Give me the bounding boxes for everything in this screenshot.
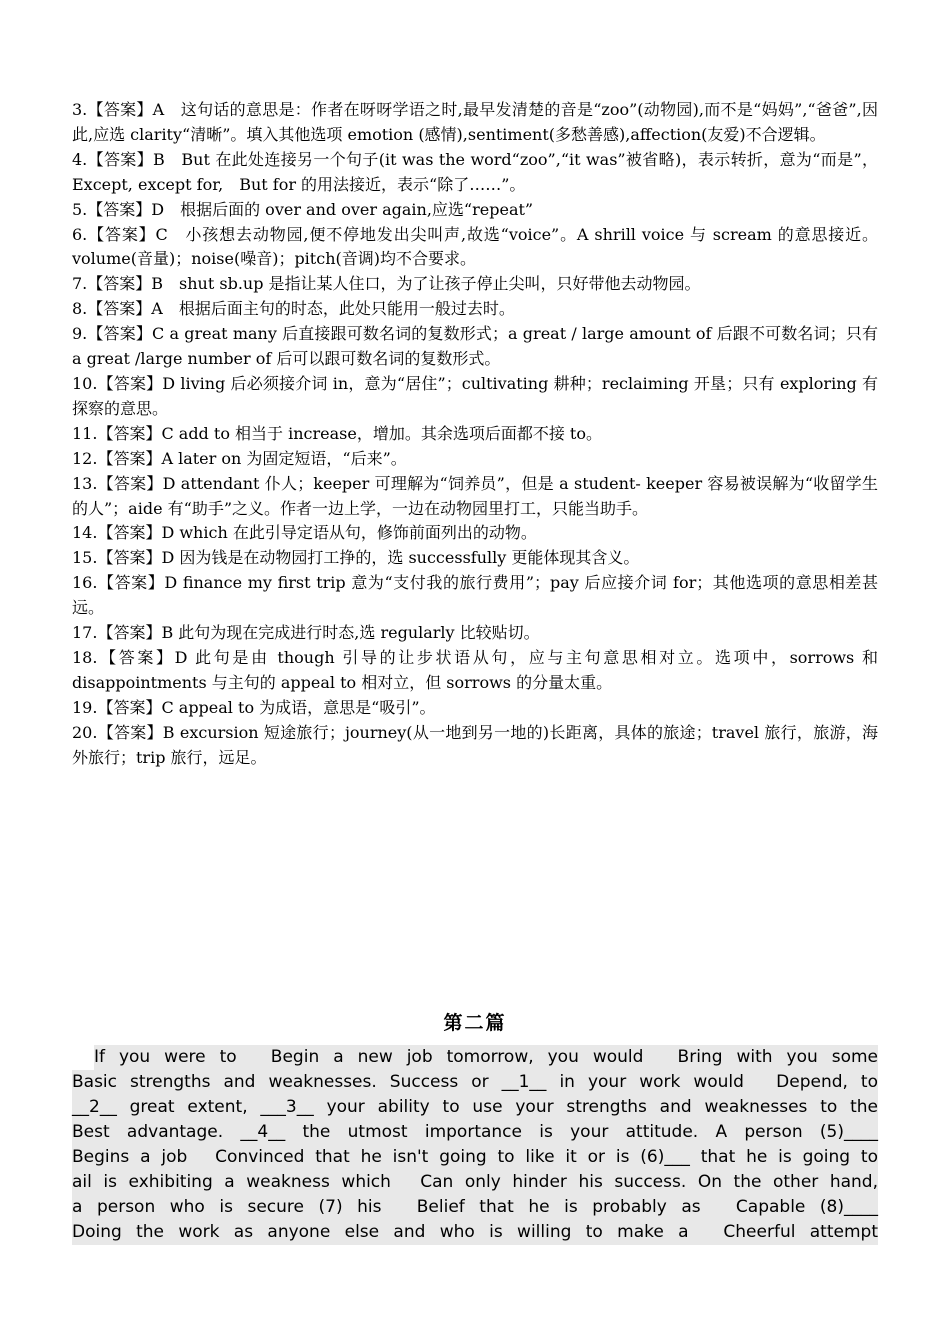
answer-item: 12.【答案】A later on 为固定短语，“后来”。 <box>72 448 407 468</box>
passage-line: Begins a job Convinced that he isn't going to like it or is (6)___ that he is going to <box>72 1145 878 1170</box>
section-title: 第二篇 <box>443 1012 507 1034</box>
answer-item: 15.【答案】D 因为钱是在动物园打工挣的，选 successfully 更能体现其含义。 <box>72 548 640 568</box>
passage-line: ail is exhibiting a weakness which Can only hinder his success. On the other hand, <box>72 1170 878 1195</box>
answer-item: 16.【答案】D finance my first trip 意为“支付我的旅行费用”；pay 后应接介词 for；其他选项的意思相差甚远。 <box>72 573 878 618</box>
answer-item: 20.【答案】B excursion 短途旅行；journey(从一地到另一地的)长距离，具体的旅途；travel 旅行，旅游，海外旅行；trip 旅行，远足。 <box>72 722 878 767</box>
answer-list <box>72 98 878 770</box>
answer-item: 4.【答案】B But 在此处连接另一个句子(it was the word“zoo”,“it was”被省略)，表示转折，意为“而是”，Except, except for, But for 的用法接近，表示“除了……”。 <box>72 149 878 194</box>
passage-line: Doing the work as anyone else and who is willing to make a Cheerful attempt <box>72 1220 878 1245</box>
passage-line: Best advantage. __4__ the utmost importance is your attitude. A person (5)____ <box>72 1120 878 1145</box>
passage-line: __2__ great extent, ___3__ your ability to use your strengths and weaknesses to the <box>72 1095 878 1120</box>
answer-item: 18.【答案】D 此句是由 though 引导的让步状语从句，应与主句意思相对立。选项中，sorrows 和 disappointments 与主句的 appeal to 相对立，但 sorrows 的分量太重。 <box>72 647 878 692</box>
answer-explanations <box>72 98 878 770</box>
answer-item: 6.【答案】C 小孩想去动物园,便不停地发出尖叫声,故选“voice”。A shrill voice 与 scream 的意思接近。volume(音量)；noise(噪音)；pitch(音调)均不合要求。 <box>72 224 878 269</box>
answer-item: 3.【答案】A 这句话的意思是：作者在呀呀学语之时,最早发清楚的音是“zoo”(动物园),而不是“妈妈”,“爸爸”,因此,应选 clarity“清晰”。填入其他选项 emotion (感情),sentiment(多愁善感),affection(友爱)不合逻辑。 <box>72 100 878 144</box>
answer-item: 14.【答案】D which 在此引导定语从句，修饰前面列出的动物。 <box>72 523 537 543</box>
answer-item: 19.【答案】C appeal to 为成语，意思是“吸引”。 <box>72 697 436 717</box>
answer-item: 10.【答案】D living 后必须接介词 in，意为“居住”；cultivating 耕种；reclaiming 开垦；只有 exploring 有探察的意思。 <box>72 373 878 418</box>
passage-line: a person who is secure (7) his Belief that he is probably as Capable (8)____ <box>72 1195 878 1220</box>
answer-item: 13.【答案】D attendant 仆人；keeper 可理解为“饲养员”，但是 a student- keeper 容易被误解为“收留学生的人”；aide 有“助手”之义。作者一边上学，一边在动物园里打工，只能当助手。 <box>72 473 878 518</box>
answer-item: 17.【答案】B 此句为现在完成进行时态,选 regularly 比较贴切。 <box>72 623 540 643</box>
answer-item: 7.【答案】B shut sb.up 是指让某人住口，为了让孩子停止尖叫，只好带他去动物园。 <box>72 274 701 294</box>
passage-line: If you were to Begin a new job tomorrow, you would Bring with you some <box>94 1045 878 1070</box>
passage-line: Basic strengths and weaknesses. Success or __1__ in your work would Depend, to <box>72 1070 878 1095</box>
answer-item: 8.【答案】A 根据后面主句的时态，此处只能用一般过去时。 <box>72 299 515 319</box>
cloze-passage <box>72 1045 878 1245</box>
answer-item: 9.【答案】C a great many 后直接跟可数名词的复数形式；a great / large amount of 后跟不可数名词；只有 a great /large number of 后可以跟可数名词的复数形式。 <box>72 324 878 369</box>
answer-item: 5.【答案】D 根据后面的 over and over again,应选“repeat” <box>72 199 534 219</box>
answer-item: 11.【答案】C add to 相当于 increase，增加。其余选项后面都不接 to。 <box>72 423 602 443</box>
